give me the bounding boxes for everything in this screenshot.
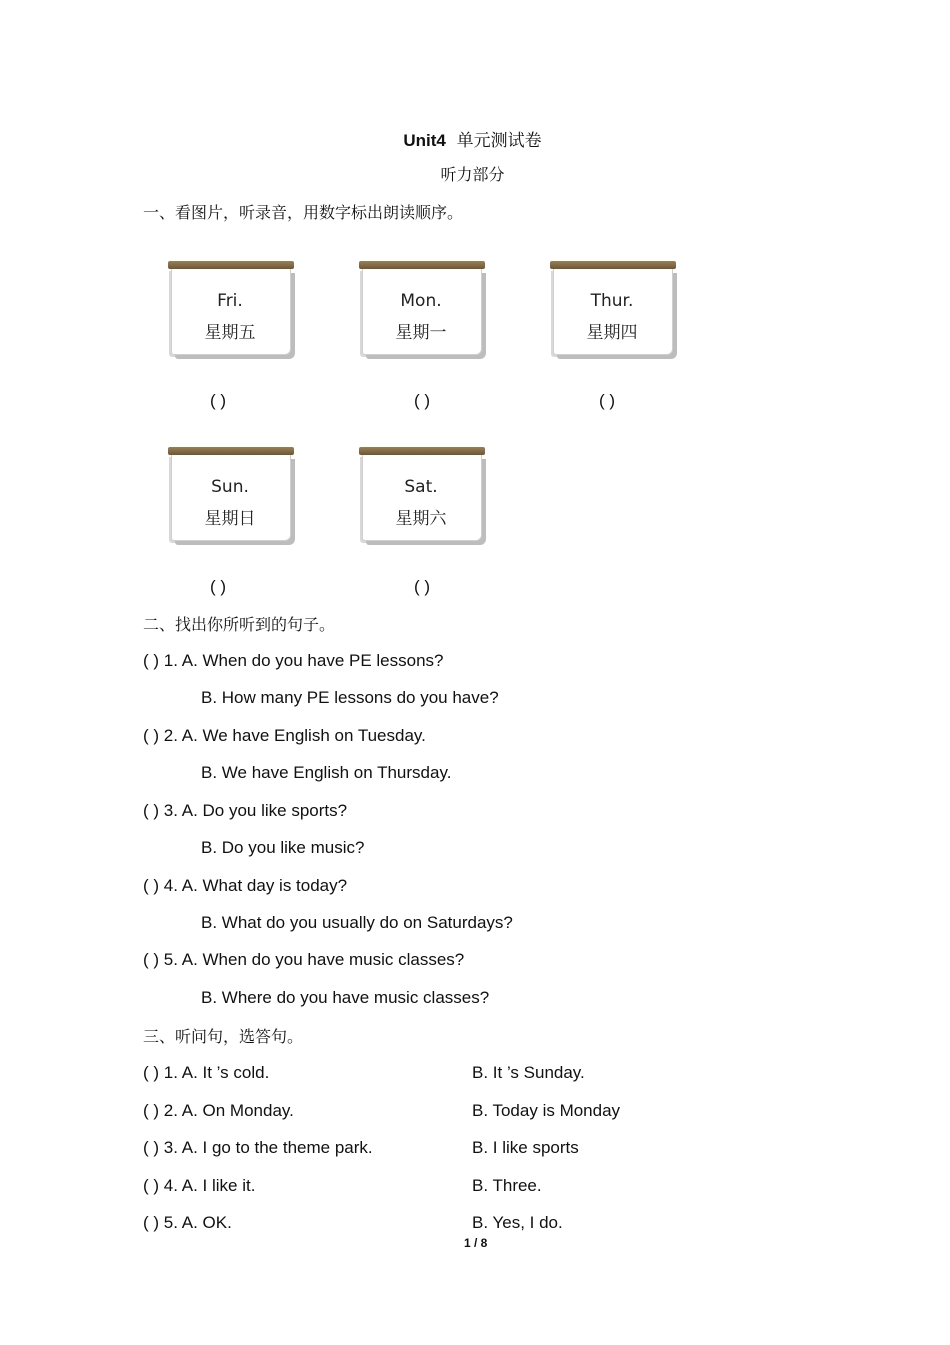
- day-en: Mon.: [400, 291, 442, 311]
- answer-blank-2[interactable]: ( ): [414, 391, 431, 410]
- question-option-b: B. Yes, I do.: [472, 1213, 563, 1232]
- day-cn: 星期一: [395, 323, 447, 343]
- question-option-b: B. Where do you have music classes?: [201, 988, 490, 1007]
- day-en: Thur.: [590, 291, 634, 311]
- question-option-a: ( ) 4. A. I like it.: [143, 1176, 256, 1195]
- section2-heading: 二、找出你所听到的句子。: [143, 615, 336, 634]
- day-en: Fri.: [217, 291, 243, 311]
- section1-heading: 一、看图片，听录音，用数字标出朗读顺序。: [143, 203, 464, 222]
- question-option-a: ( ) 3. A. I go to the theme park.: [143, 1138, 373, 1157]
- hanger-rod: [168, 261, 294, 269]
- hanger-rod: [168, 447, 294, 455]
- question-option-b: B. Do you like music?: [201, 838, 365, 857]
- day-en: Sat.: [404, 477, 438, 497]
- question-option-a: ( ) 2. A. On Monday.: [143, 1101, 294, 1120]
- title-unit: Unit4: [403, 131, 446, 150]
- question-option-a: ( ) 3. A. Do you like sports?: [143, 801, 348, 820]
- question-option-b: B. We have English on Thursday.: [201, 763, 452, 782]
- section3-heading: 三、听问句，选答句。: [143, 1027, 304, 1046]
- day-card-sun: [168, 447, 296, 545]
- title-test: 单元测试卷: [456, 131, 542, 151]
- day-card-fri: [168, 261, 296, 359]
- page-number: 1 / 8: [464, 1236, 488, 1250]
- answer-blank-5[interactable]: ( ): [414, 577, 431, 596]
- day-en: Sun.: [211, 477, 249, 497]
- question-option-b: B. It ’s Sunday.: [472, 1063, 585, 1082]
- question-option-b: B. What do you usually do on Saturdays?: [201, 913, 513, 932]
- day-card-sat: [359, 447, 487, 545]
- page-subtitle: 听力部分: [440, 165, 505, 184]
- answer-blank-3[interactable]: ( ): [599, 391, 616, 410]
- question-option-a: ( ) 5. A. OK.: [143, 1213, 232, 1232]
- day-cn: 星期四: [586, 323, 638, 343]
- hanger-rod: [359, 447, 485, 455]
- day-card-thur: [550, 261, 678, 359]
- question-option-b: B. Three.: [472, 1176, 542, 1195]
- day-cn: 星期日: [204, 509, 256, 529]
- question-option-a: ( ) 1. A. When do you have PE lessons?: [143, 651, 444, 670]
- page-title: [0, 126, 945, 151]
- question-option-b: B. I like sports: [472, 1138, 579, 1157]
- hanger-rod: [550, 261, 676, 269]
- day-card-mon: [359, 261, 487, 359]
- hanger-rod: [359, 261, 485, 269]
- question-option-b: B. Today is Monday: [472, 1101, 621, 1120]
- question-option-a: ( ) 5. A. When do you have music classes?: [143, 950, 465, 969]
- question-option-b: B. How many PE lessons do you have?: [201, 688, 499, 707]
- answer-blank-1[interactable]: ( ): [210, 391, 227, 410]
- question-option-a: ( ) 1. A. It ’s cold.: [143, 1063, 270, 1082]
- question-option-a: ( ) 2. A. We have English on Tuesday.: [143, 726, 426, 745]
- answer-blank-4[interactable]: ( ): [210, 577, 227, 596]
- day-cn: 星期六: [395, 509, 447, 529]
- question-option-a: ( ) 4. A. What day is today?: [143, 876, 348, 895]
- day-cn: 星期五: [204, 323, 256, 343]
